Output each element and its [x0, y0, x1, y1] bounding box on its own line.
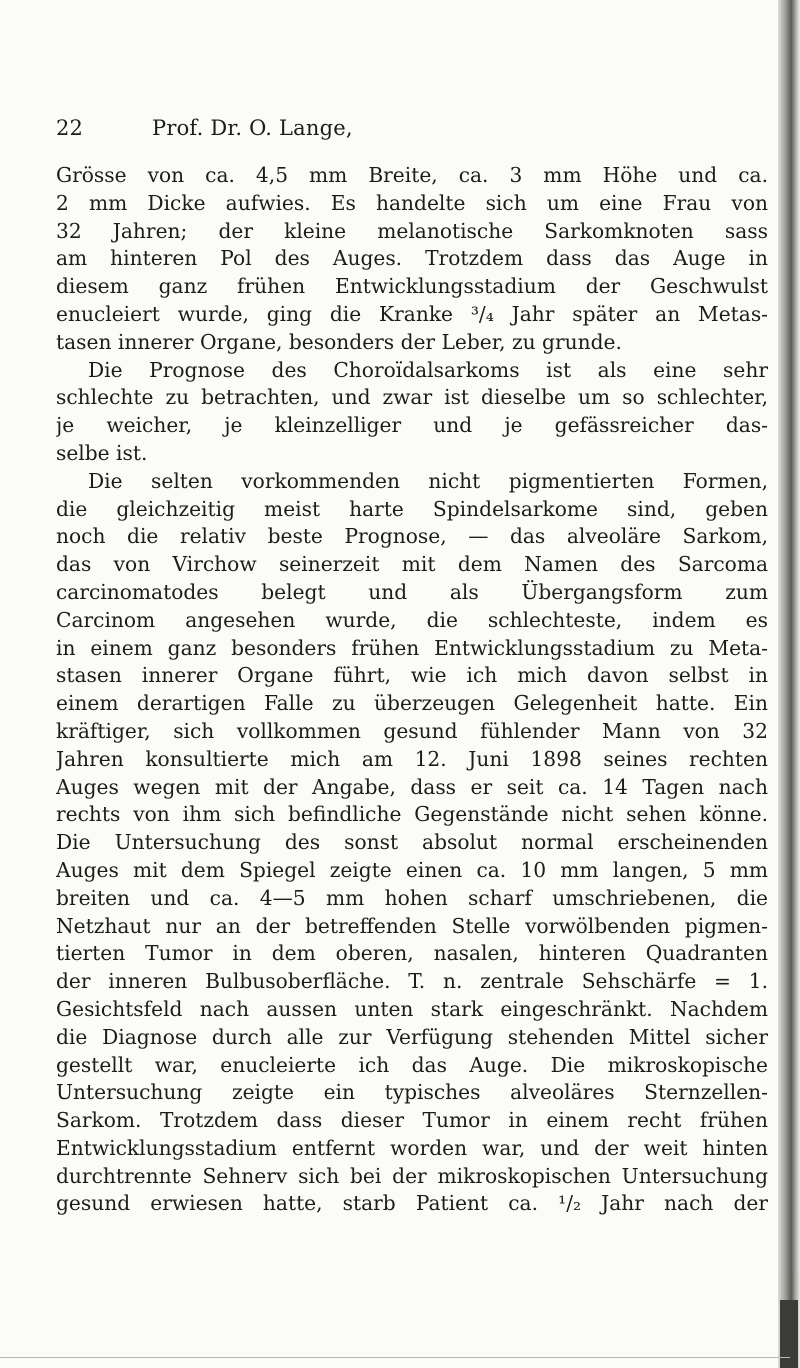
- text-line: 2 mm Dicke aufwies. Es handelte sich um eine Frau von: [56, 190, 768, 215]
- text-line: gesund erwiesen hatte, starb Patient ca. ¹/₂ Jahr nach der: [56, 1191, 768, 1216]
- page-number: 22: [56, 116, 84, 140]
- text-line: gestellt war, enucleierte ich das Auge. Die mikroskopische: [56, 1052, 768, 1077]
- text-line: am hinteren Pol des Auges. Trotzdem dass das Auge in: [56, 246, 768, 271]
- text-line: Sarkom. Trotzdem dass dieser Tumor in einem recht frühen: [56, 1108, 768, 1133]
- text-line: Carcinom angesehen wurde, die schlechteste, indem es: [56, 607, 768, 632]
- text-line: die Diagnose durch alle zur Verfügung stehenden Mittel sicher: [56, 1024, 768, 1049]
- text-line: Auges mit dem Spiegel zeigte einen ca. 10 mm langen, 5 mm: [56, 857, 768, 882]
- text-line: noch die relativ beste Prognose, — das alveoläre Sarkom,: [56, 524, 768, 549]
- running-head: Prof. Dr. O. Lange,: [152, 116, 353, 140]
- text-line: das von Virchow seinerzeit mit dem Namen des Sarcoma: [56, 552, 768, 577]
- text-line: tasen innerer Organe, besonders der Leber, zu grunde.: [56, 329, 622, 354]
- text-line: in einem ganz besonders frühen Entwicklungsstadium zu Meta-: [56, 635, 768, 660]
- text-line: kräftiger, sich vollkommen gesund fühlender Mann von 32: [56, 718, 768, 743]
- text-line: einem derartigen Falle zu überzeugen Gelegenheit hatte. Ein: [56, 691, 768, 716]
- book-spine-shadow: [778, 0, 800, 1368]
- text-line: die gleichzeitig meist harte Spindelsarkome sind, geben: [56, 496, 768, 521]
- text-line: schlechte zu betrachten, und zwar ist dieselbe um so schlechter,: [56, 385, 768, 410]
- text-line: diesem ganz frühen Entwicklungsstadium der Geschwulst: [56, 274, 768, 299]
- text-line: selbe ist.: [56, 440, 148, 465]
- text-line: Netzhaut nur an der betreffenden Stelle vorwölbenden pigmen-: [56, 913, 768, 938]
- text-line: Die selten vorkommenden nicht pigmentierten Formen,: [88, 468, 768, 493]
- text-line: rechts von ihm sich befindliche Gegenstände nicht sehen könne.: [56, 802, 768, 827]
- text-line: Gesichtsfeld nach aussen unten stark eingeschränkt. Nachdem: [56, 996, 768, 1021]
- text-line: 32 Jahren; der kleine melanotische Sarkomknoten sass: [56, 218, 768, 243]
- text-line: durchtrennte Sehnerv sich bei der mikroskopischen Untersuchung: [56, 1163, 768, 1188]
- body-text: [56, 162, 768, 1218]
- text-line: stasen innerer Organe führt, wie ich mich davon selbst in: [56, 663, 768, 688]
- text-line: breiten und ca. 4—5 mm hohen scharf umschriebenen, die: [56, 885, 768, 910]
- text-line: tierten Tumor in dem oberen, nasalen, hinteren Quadranten: [56, 941, 768, 966]
- text-line: enucleiert wurde, ging die Kranke ³/₄ Jahr später an Metas-: [56, 301, 768, 326]
- text-line: Grösse von ca. 4,5 mm Breite, ca. 3 mm Höhe und ca.: [56, 163, 768, 187]
- text-line: Auges wegen mit der Angabe, dass er seit ca. 14 Tagen nach: [56, 774, 768, 799]
- page-bottom-edge: [0, 1357, 790, 1358]
- page-header: [56, 116, 756, 150]
- text-line: der inneren Bulbusoberfläche. T. n. zentrale Sehschärfe = 1.: [56, 969, 768, 994]
- text-line: carcinomatodes belegt und als Übergangsform zum: [56, 579, 768, 604]
- text-line: Die Untersuchung des sonst absolut normal erscheinenden: [56, 830, 768, 855]
- text-line: Entwicklungsstadium entfernt worden war, und der weit hinten: [56, 1135, 768, 1160]
- text-line: je weicher, je kleinzelliger und je gefässreicher das-: [56, 413, 768, 438]
- text-line: Die Prognose des Choroïdalsarkoms ist als eine sehr: [88, 357, 768, 382]
- text-line: Jahren konsultierte mich am 12. Juni 1898 seines rechten: [56, 746, 768, 771]
- text-line: Untersuchung zeigte ein typisches alveoläres Sternzellen-: [56, 1080, 768, 1105]
